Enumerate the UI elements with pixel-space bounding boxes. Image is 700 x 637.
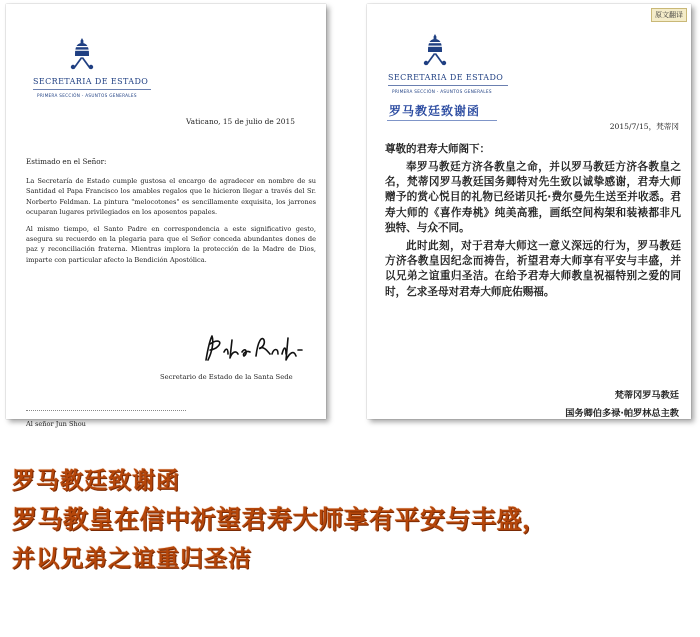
letter-body: [385, 160, 681, 303]
letter-greeting: Estimado en el Señor:: [26, 157, 107, 166]
secretariat-subtitle: PRIMERA SECCIÓN - ASUNTOS GENERALES: [37, 93, 137, 98]
secretariat-title: SECRETARIA DE ESTADO: [388, 73, 504, 82]
letter-heading: 罗马教廷致谢函: [389, 104, 481, 118]
letter-translation-chinese: [367, 4, 691, 419]
letter-paragraph: La Secretaría de Estado cumple gustosa el encargo de agradecer en nombre de su Santidad el Papa Francisco los amables regalos que le hicieron llegar a través del Sr. Norberto Feldman. La pintura "melocotones" es sencillamente exquisita, los jarrones ocuparan lugares privilegiados en los aposentos papales.: [26, 177, 316, 217]
signer-title: Secretario de Estado de la Santa Sede: [160, 373, 293, 381]
papal-emblem-icon: [67, 36, 97, 70]
letter-date: 2015/7/15，梵蒂冈: [609, 122, 679, 131]
letterhead-rule: [388, 85, 508, 86]
caption-line: 罗马教皇在信中祈望君寿大师享有平安与丰盛，: [12, 505, 548, 534]
letter-paragraph: 此时此刻，对于君寿大师这一意义深远的行为，罗马教廷方济各教皇因纪念而祷告，祈望君寿大师享有平安与丰盛，并以兄弟之谊重归圣洁。在给予君寿大师教皇祝福特别之爱的同时，乞求圣母对君寿大师庇佑赐福。: [385, 240, 681, 298]
caption-title: 罗马教廷致谢函: [12, 467, 180, 494]
letter-recipient: Al señor Jun Shou: [26, 420, 86, 428]
letter-paragraph: 奉罗马教廷方济各教皇之命，并以罗马教廷方济各教皇之名，梵蒂冈罗马教廷国务卿特对先生致以诚挚感谢，君寿大师赠予的赏心悦目的礼物已经诺贝托·费尔曼先生送至并收悉。君寿大师的《喜作寿桃》纯美高雅，画纸空间构架和装裱都非凡独特、与众不同。: [385, 161, 681, 234]
signature-icon: [198, 330, 306, 368]
letterhead-rule: [33, 89, 151, 90]
secretariat-subtitle: PRIMERA SECCIÓN - ASUNTOS GENERALES: [392, 89, 492, 94]
letter-original-spanish: [6, 4, 326, 428]
signer-title: 国务卿伯多禄·帕罗林总主教: [565, 408, 679, 419]
signer-organization: 梵蒂冈罗马教廷: [614, 390, 679, 401]
translation-tag: 原文翻译: [651, 8, 687, 22]
heading-underline: [387, 120, 497, 121]
letter-greeting: 尊敬的君寿大师阁下：: [385, 143, 490, 155]
letter-date: Vaticano, 15 de julio de 2015: [186, 117, 295, 126]
letter-body: [26, 176, 316, 271]
caption-line: 并以兄弟之谊重归圣洁: [12, 545, 252, 572]
secretariat-title: SECRETARIA DE ESTADO: [33, 77, 149, 86]
letter-paragraph: Al mismo tiempo, el Santo Padre en correspondencia a este significativo gesto, asegura su recuerdo en la plegaria para que el Señor conceda abundantes dones de paz y reconciliación fraterna. Mientras implora la protección de la Madre de Dios, imparte con particular afecto la Bendición Apostólica.: [26, 224, 316, 264]
footer-divider: [26, 410, 186, 411]
papal-emblem-icon: [420, 32, 450, 66]
